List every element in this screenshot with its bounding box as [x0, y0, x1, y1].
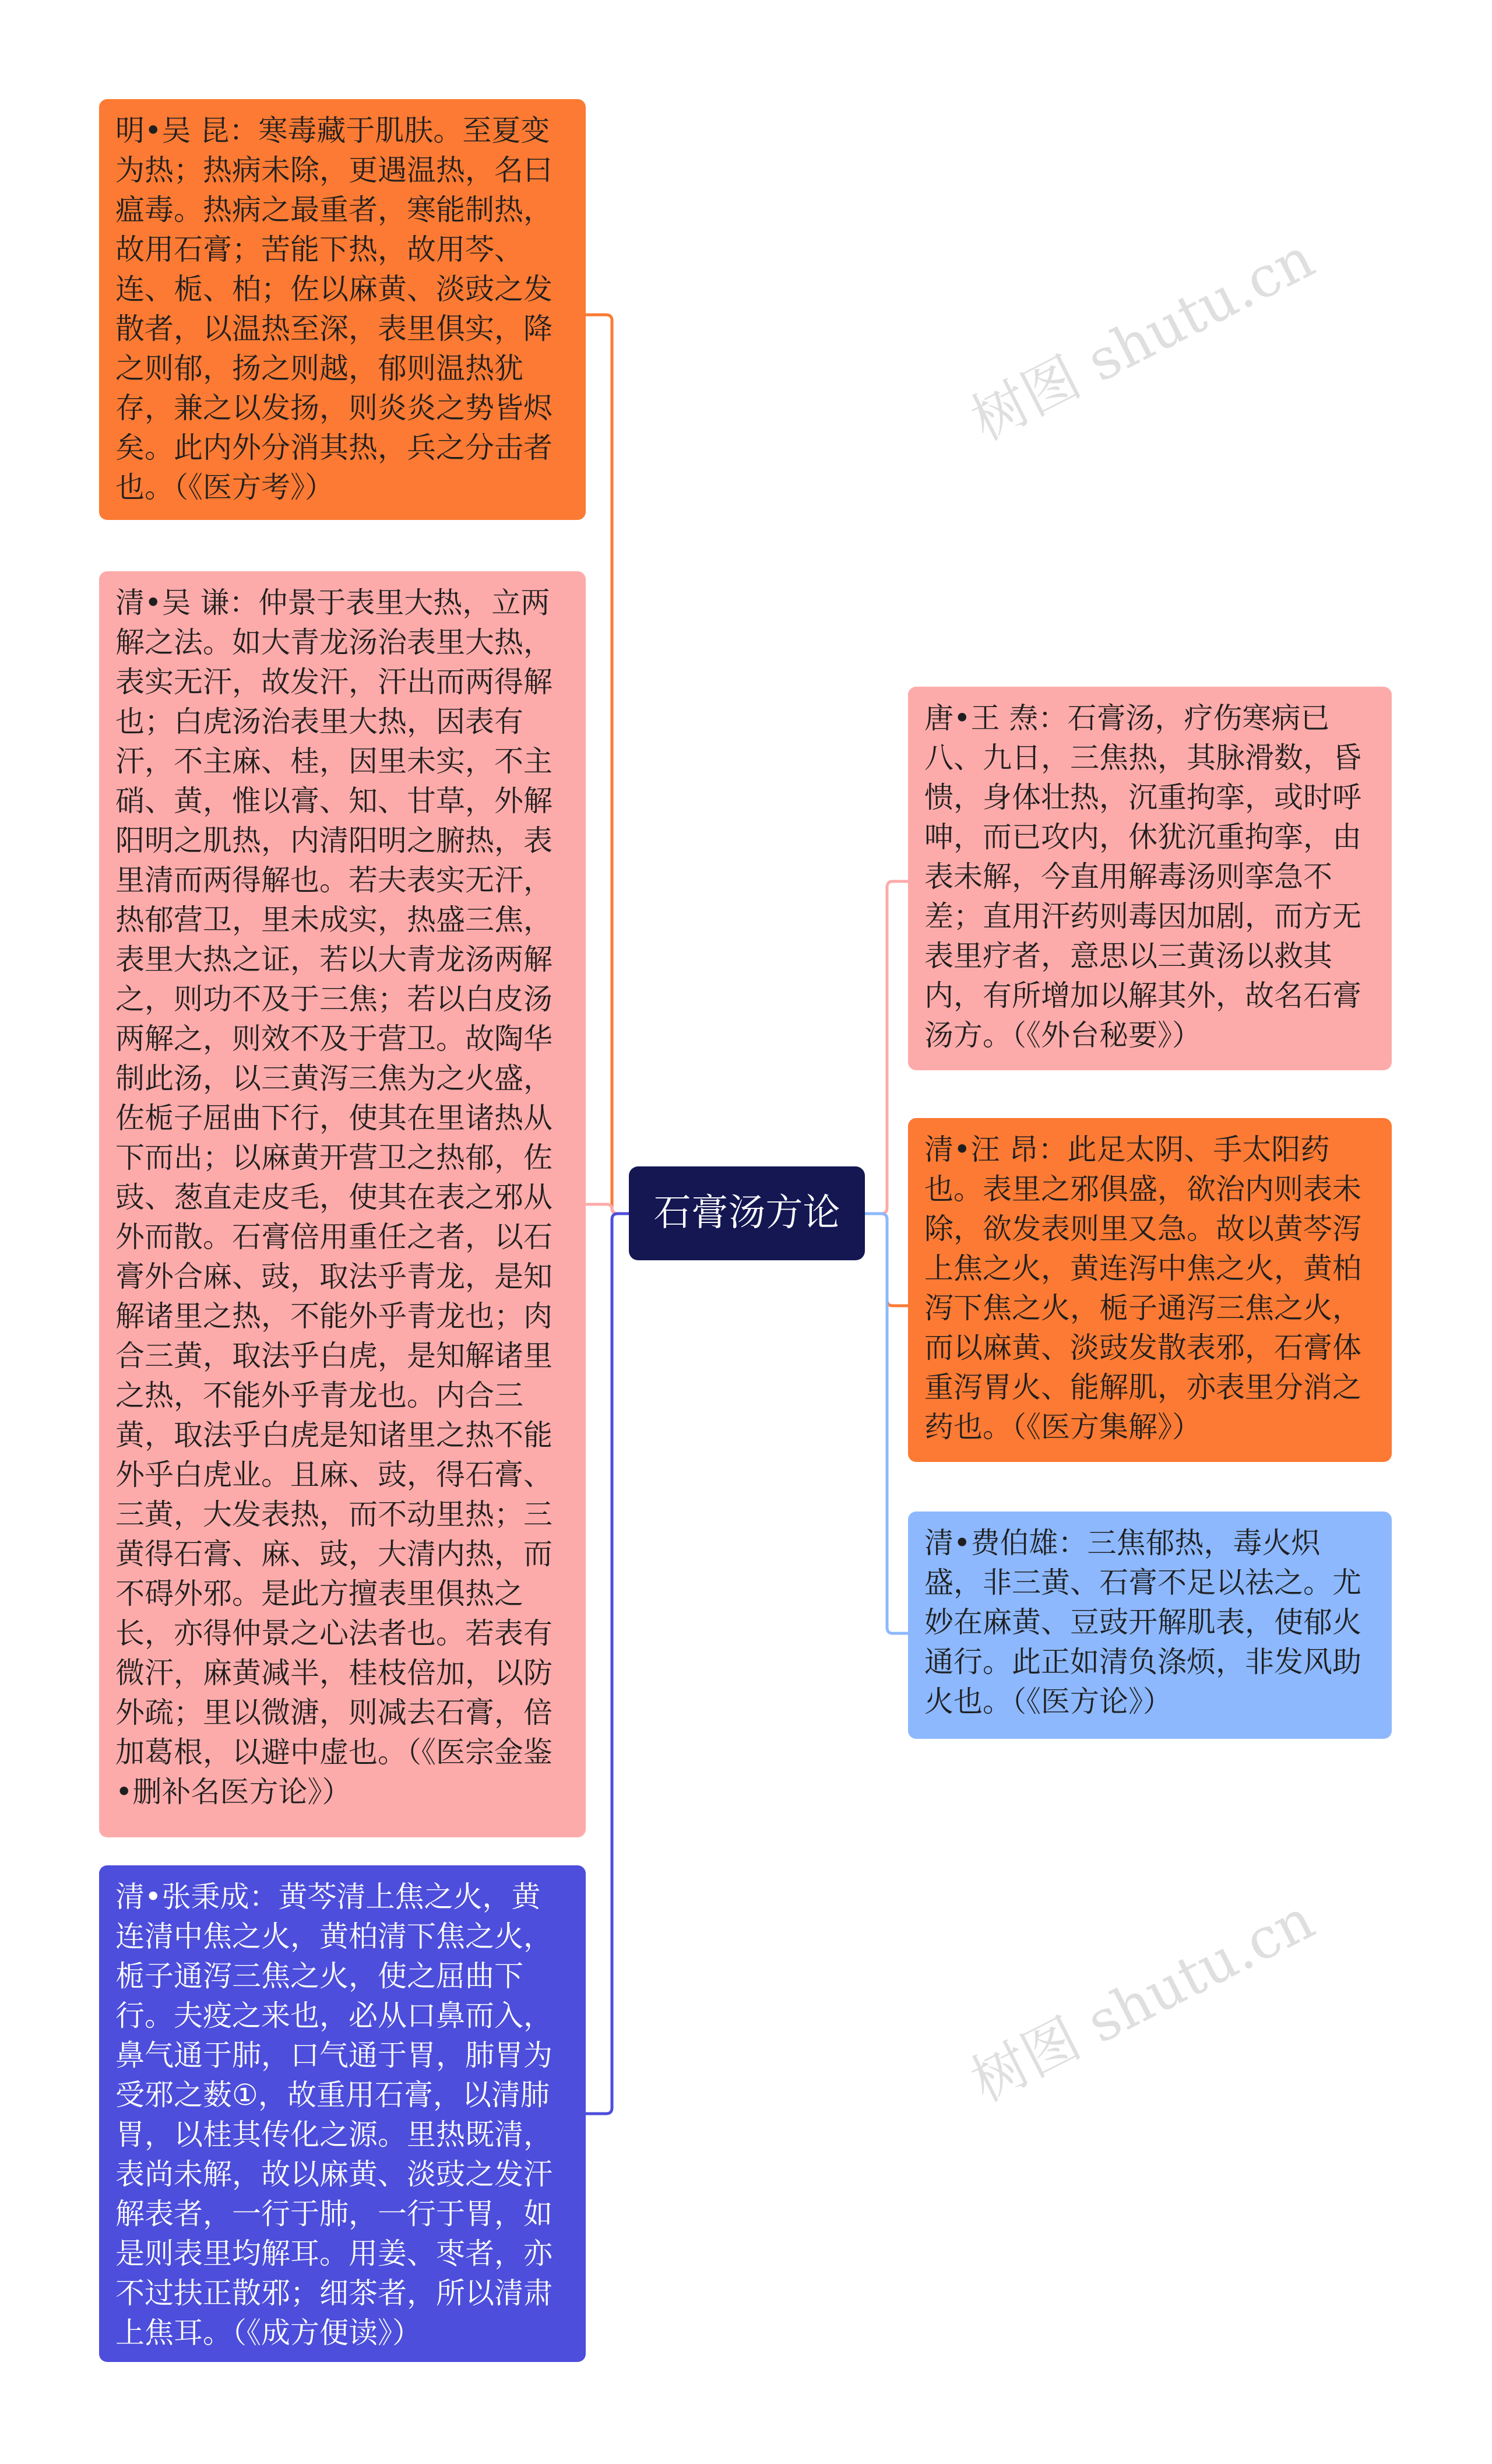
- node-wu-qian[interactable]: [99, 571, 586, 1837]
- connector-zhang-bingcheng: [586, 1214, 629, 2114]
- connector-wang-tao: [865, 881, 908, 1214]
- node-wu-kun[interactable]: [99, 99, 586, 520]
- connector-wu-kun: [586, 315, 629, 1214]
- watermark: 树图 shutu.cn: [961, 225, 1324, 454]
- node-text: 清•张秉成：黄芩清上焦之火，黄连清中焦之火，黄柏清下焦之火，栀子通泻三焦之火，使之屈曲下行。夫疫之来也，必从口鼻而入，鼻气通于肺，口气通于胃，肺胃为受邪之薮①，故重用石膏，以清肺胃，以桂其传化之源。里热既清，表尚未解，故以麻黄、淡豉之发汗解表者，一行于肺，一行于胃，如是则表里均解耳。用姜、枣者，亦不过扶正散邪；细茶者，所以清肃上焦耳。（《成方便读》）: [115, 1880, 553, 2350]
- node-text: 明•吴 昆：寒毒藏于肌肤。至夏变为热；热病未除，更遇温热，名曰瘟毒。热病之最重者，寒能制热，故用石膏；苦能下热，故用芩、连、栀、柏；佐以麻黄、淡豉之发散者，以温热至深，表里俱实，降之则郁，扬之则越，郁则温热犹存，兼之以发扬，则炎炎之势皆烬矣。此内外分消其热，兵之分击者也。（《医方考》）: [115, 114, 553, 504]
- center-title: 石膏汤方论: [653, 1191, 840, 1235]
- node-zhang-bingcheng[interactable]: [99, 1865, 586, 2362]
- watermark: 树图 shutu.cn: [961, 1886, 1324, 2115]
- node-text: 清•汪 昂：此足太阴、手太阳药也。表里之邪俱盛，欲治内则表未除，欲发表则里又急。故以黄芩泻上焦之火，黄连泻中焦之火，黄柏泻下焦之火，栀子通泻三焦之火，而以麻黄、淡豉发散表邪，石膏体重泻胃火、能解肌，亦表里分消之药也。（《医方集解》）: [924, 1133, 1361, 1444]
- connector-fei-boxiong: [865, 1214, 908, 1633]
- node-fei-boxiong[interactable]: [908, 1512, 1392, 1739]
- node-wang-ang[interactable]: [908, 1118, 1392, 1462]
- node-text: 唐•王 焘：石膏汤，疗伤寒病已八、九日，三焦热，其脉滑数，昏愦，身体壮热，沉重拘挛，或时呼呻，而已攻内，休犹沉重拘挛，由表未解，今直用解毒汤则挛急不差；直用汗药则毒因加剧，而方无表里疗者，意思以三黄汤以救其内，有所增加以解其外，故名石膏汤方。（《外台秘要》）: [924, 701, 1361, 1052]
- node-wang-tao[interactable]: [908, 687, 1392, 1070]
- center-topic[interactable]: [629, 1166, 865, 1260]
- node-text: 清•吴 谦：仲景于表里大热，立两解之法。如大青龙汤治表里大热，表实无汗，故发汗，汗出而两得解也；白虎汤治表里大热，因表有汗，不主麻、桂，因里未实，不主硝、黄，惟以膏、知、甘草，外解阳明之肌热，内清阳明之腑热，表里清而两得解也。若夫表实无汗，热郁营卫，里未成实，热盛三焦，表里大热之证，若以大青龙汤两解之，则功不及于三焦；若以白皮汤两解之，则效不及于营卫。故陶华制此汤，以三黄泻三焦为之火盛，佐栀子屈曲下行，使其在里诸热从下而出；以麻黄开营卫之热郁，佐豉、葱直走皮毛，使其在表之邪从外而散。石膏倍用重任之者，以石膏外合麻、豉，取法乎青龙，是知解诸里之热，不能外乎青龙也；肉合三黄，取法乎白虎，是知解诸里之热，不能外乎青龙也。内合三黄，取法乎白虎是知诸里之热不能外乎白虎业。且麻、豉，得石膏、三黄，大发表热，而不动里热；三黄得石膏、麻、豉，大清内热，而不碍外邪。是此方擅表里俱热之长，亦得仲景之心法者也。若表有微汗，麻黄减半，桂枝倍加，以防外疏；里以微溏，则减去石膏，倍加葛根，以避中虚也。（《医宗金鉴•删补名医方论》）: [115, 586, 553, 1809]
- node-text: 清•费伯雄：三焦郁热，毒火炽盛，非三黄、石膏不足以祛之。尤妙在麻黄、豆豉开解肌表，使郁火通行。此正如清负涤烦，非发风助火也。（《医方论》）: [924, 1526, 1361, 1718]
